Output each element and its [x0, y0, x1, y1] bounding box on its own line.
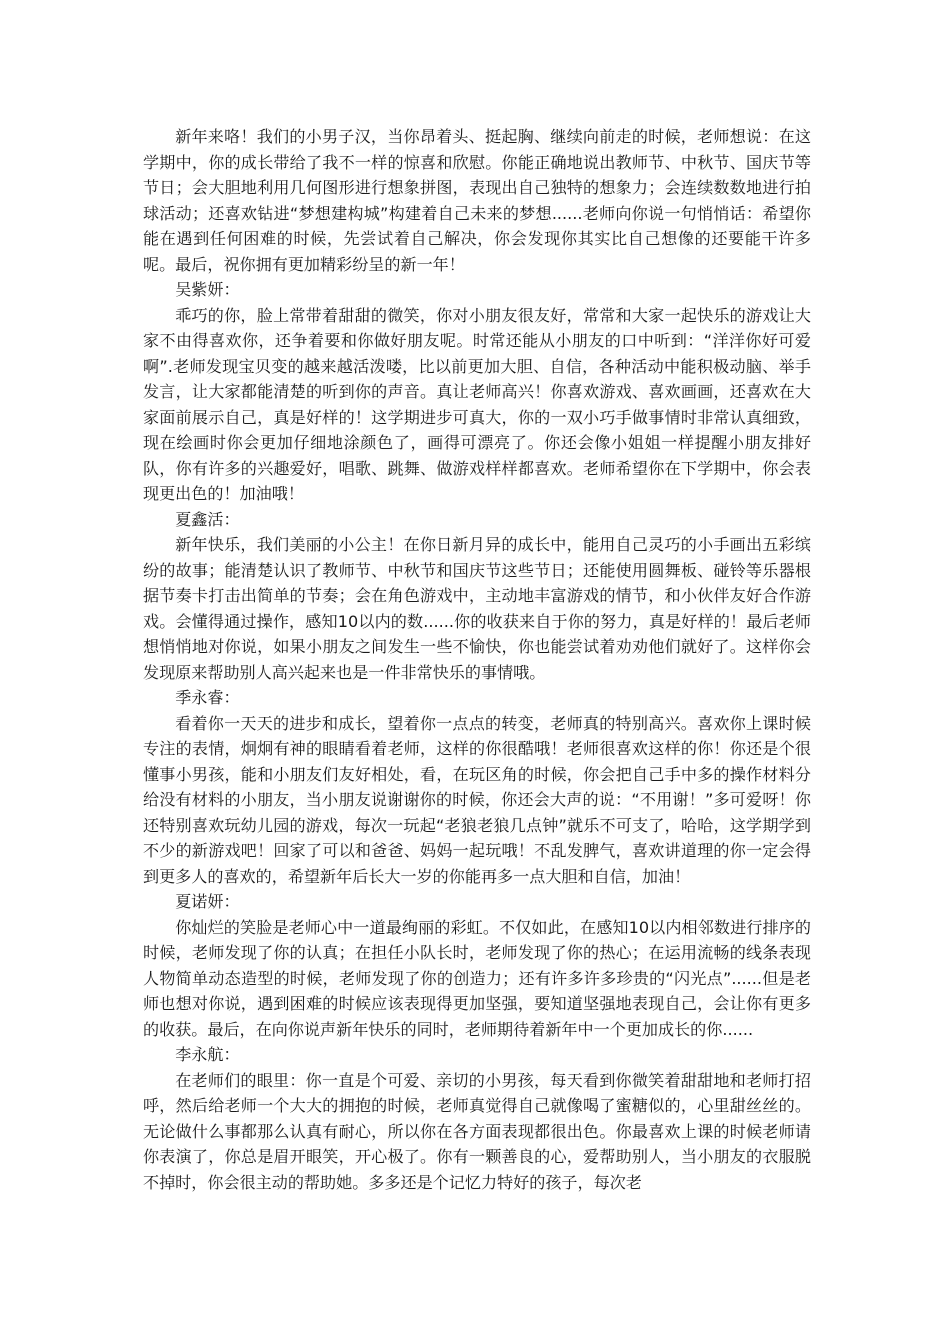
document-page	[143, 124, 811, 1195]
student-name: 李永航：	[175, 1045, 240, 1064]
comment-paragraph: 新年来咯！我们的小男子汉，当你昂着头、挺起胸、继续向前走的时候，老师想说：在这学期中，你的成长带给了我不一样的惊喜和欣慰。你能正确地说出教师节、中秋节、国庆节等节日；会大胆地利用几何图形进行想象拼图，表现出自己独特的想象力；会连续数数地进行拍球活动；还喜欢钻进“梦想建构城”构建着自己未来的梦想......老师向你说一句悄悄话：希望你能在遇到任何困难的时候，先尝试着自己解决，你会发现你其实比自己想像的还要能干许多呢。最后，祝你拥有更加精彩纷呈的新一年！	[143, 127, 811, 274]
comment-paragraph: 看着你一天天的进步和成长，望着你一点点的转变，老师真的特别高兴。喜欢你上课时候专注的表情，炯炯有神的眼睛看着老师，这样的你很酷哦！老师很喜欢这样的你！你还是个很懂事小男孩，能和小朋友们友好相处，看，在玩区角的时候，你会把自己手中多的操作材料分给没有材料的小朋友，当小朋友说谢谢你的时候，你还会大声的说：“不用谢！”多可爱呀！你还特别喜欢玩幼儿园的游戏，每次一玩起“老狼老狼几点钟”就乐不可支了，哈哈，这学期学到不少的新游戏吧！回家了可以和爸爸、妈妈一起玩哦！不乱发脾气，喜欢讲道理的你一定会得到更多人的喜欢的，希望新年后长大一岁的你能再多一点大胆和自信，加油！	[143, 713, 811, 886]
student-name: 吴紫妍：	[175, 280, 240, 299]
student-name: 夏鑫活：	[175, 509, 240, 529]
comment-paragraph: 乖巧的你，脸上常带着甜甜的微笑，你对小朋友很友好，常常和大家一起快乐的游戏让大家不由得喜欢你，还争着要和你做好朋友呢。时常还能从小朋友的口中听到：“洋洋你好可爱啊”.老师发现宝贝变的越来越活泼喽，比以前更加大胆、自信，各种活动中能积极动脑、举手发言，让大家都能清楚的听到你的声音。真让老师高兴！你喜欢游戏、喜欢画画，还喜欢在大家面前展示自己，真是好样的！这学期进步可真大，你的一双小巧手做事情时非常认真细致，现在绘画时你会更加仔细地涂颜色了，画得可漂亮了。你还会像小姐姐一样提醒小朋友排好队，你有许多的兴趣爱好，唱歌、跳舞、做游戏样样都喜欢。老师希望你在下学期中，你会表现更出色的！加油哦！	[143, 305, 811, 503]
student-name: 季永睿：	[175, 688, 240, 707]
comment-paragraph: 新年快乐，我们美丽的小公主！在你日新月异的成长中，能用自己灵巧的小手画出五彩缤纷的故事；能清楚认识了教师节、中秋节和国庆节这些节日；还能使用圆舞板、碰铃等乐器根据节奏卡打击出简单的节奏；会在角色游戏中，主动地丰富游戏的情节，和小伙伴友好合作游戏。会懂得通过操作，感知10以内的数......你的收获来自于你的努力，真是好样的！最后老师想悄悄地对你说，如果小朋友之间发生一些不愉快，你也能尝试着劝劝他们就好了。这样你会发现原来帮助别人高兴起来也是一件非常快乐的事情哦。	[143, 535, 811, 682]
comment-paragraph: 在老师们的眼里：你一直是个可爱、亲切的小男孩，每天看到你微笑着甜甜地和老师打招呼，然后给老师一个大大的拥抱的时候，老师真觉得自己就像喝了蜜糖似的，心里甜丝丝的。无论做什么事都那么认真有耐心，所以你在各方面表现都很出色。你最喜欢上课的时候老师请你表演了，你总是眉开眼笑，开心极了。你有一颗善良的心，爱帮助别人，当小朋友的衣服脱不掉时，你会很主动的帮助她。多多还是个记忆力特好的孩子，每次老	[143, 1070, 811, 1192]
student-name: 夏诺妍：	[175, 892, 240, 911]
comment-paragraph: 你灿烂的笑脸是老师心中一道最绚丽的彩虹。不仅如此，在感知10以内相邻数进行排序的时候，老师发现了你的认真；在担任小队长时，老师发现了你的热心；在运用流畅的线条表现人物简单动态造型的时候，老师发现了你的创造力；还有许多许多珍贵的“闪光点”......但是老师也想对你说，遇到困难的时候应该表现得更加坚强，要知道坚强地表现自己，会让你有更多的收获。最后，在向你说声新年快乐的同时，老师期待着新年中一个更加成长的你......	[143, 917, 811, 1039]
